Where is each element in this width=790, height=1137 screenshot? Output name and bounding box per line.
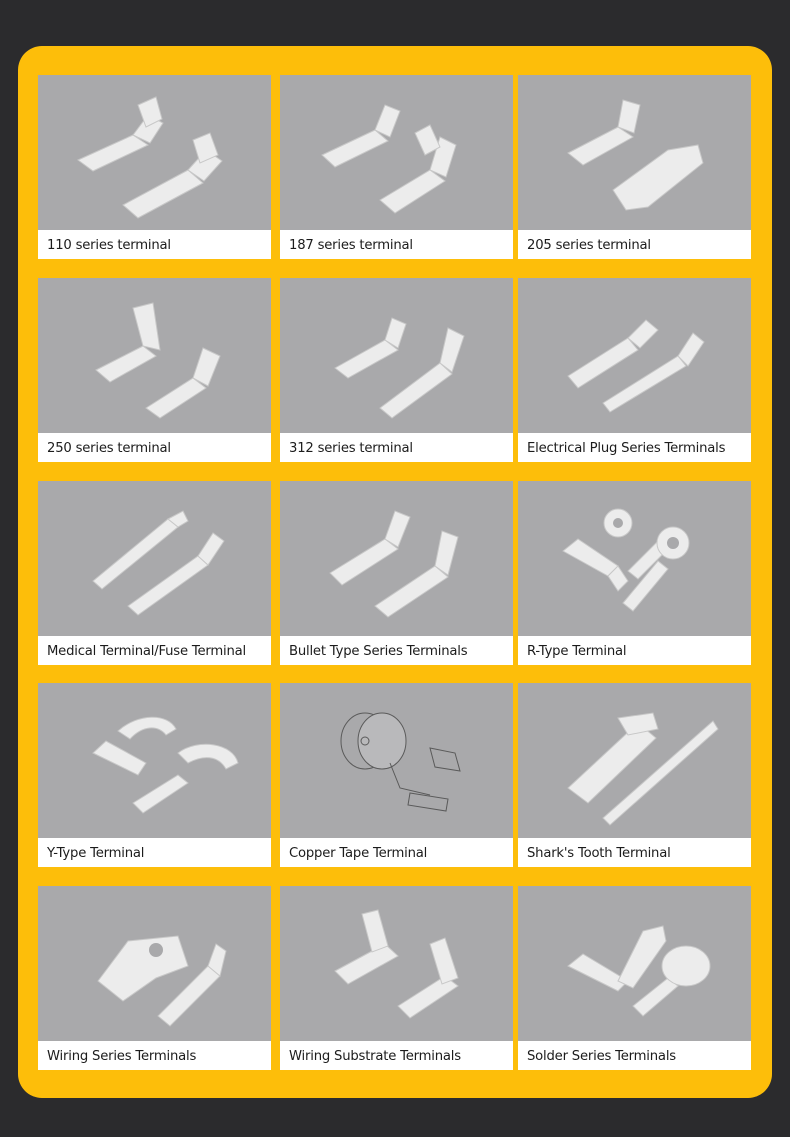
product-card-electrical-plug[interactable]: [518, 278, 751, 462]
product-card-sharks-tooth[interactable]: [518, 683, 751, 867]
solder-terminal-icon: [518, 886, 751, 1041]
product-card-110[interactable]: [38, 75, 271, 259]
pin-terminal-icon: [38, 481, 271, 636]
product-label: Bullet Type Series Terminals: [289, 644, 468, 659]
toothed-terminal-icon: [518, 683, 751, 838]
product-card-r-type[interactable]: [518, 481, 751, 665]
product-label: Solder Series Terminals: [527, 1049, 676, 1064]
product-card-solder[interactable]: [518, 886, 751, 1070]
product-card-wiring[interactable]: [38, 886, 271, 1070]
product-card-wiring-substrate[interactable]: [280, 886, 513, 1070]
product-card-bullet[interactable]: [280, 481, 513, 665]
product-card-312[interactable]: [280, 278, 513, 462]
substrate-terminal-icon: [280, 886, 513, 1041]
product-grid-panel: [18, 46, 772, 1098]
product-card-205[interactable]: [518, 75, 751, 259]
wiring-terminal-icon: [38, 886, 271, 1041]
product-card-y-type[interactable]: [38, 683, 271, 867]
flat-female-terminal-icon: [518, 75, 751, 230]
product-label: R-Type Terminal: [527, 644, 627, 659]
product-label: Electrical Plug Series Terminals: [527, 441, 726, 456]
product-card-copper-tape[interactable]: [280, 683, 513, 867]
product-label: Wiring Series Terminals: [47, 1049, 197, 1064]
flat-female-terminal-icon: [38, 278, 271, 433]
flat-female-terminal-icon: [280, 278, 513, 433]
product-label: 250 series terminal: [47, 441, 171, 456]
product-card-187[interactable]: [280, 75, 513, 259]
bullet-terminal-icon: [280, 481, 513, 636]
product-card-medical-fuse[interactable]: [38, 481, 271, 665]
pin-terminal-icon: [518, 278, 751, 433]
product-label: 205 series terminal: [527, 238, 651, 253]
fork-terminal-icon: [38, 683, 271, 838]
product-label: Medical Terminal/Fuse Terminal: [47, 644, 247, 659]
product-label: Y-Type Terminal: [47, 846, 145, 861]
product-label: Wiring Substrate Terminals: [289, 1049, 461, 1064]
reel-terminal-icon: [280, 683, 513, 838]
product-label: Shark's Tooth Terminal: [527, 846, 671, 861]
product-label: 110 series terminal: [47, 238, 171, 253]
ring-terminal-icon: [518, 481, 751, 636]
product-label: 187 series terminal: [289, 238, 413, 253]
product-label: 312 series terminal: [289, 441, 413, 456]
flat-female-terminal-icon: [280, 75, 513, 230]
flat-female-terminal-icon: [38, 75, 271, 230]
product-label: Copper Tape Terminal: [289, 846, 428, 861]
product-card-250[interactable]: [38, 278, 271, 462]
